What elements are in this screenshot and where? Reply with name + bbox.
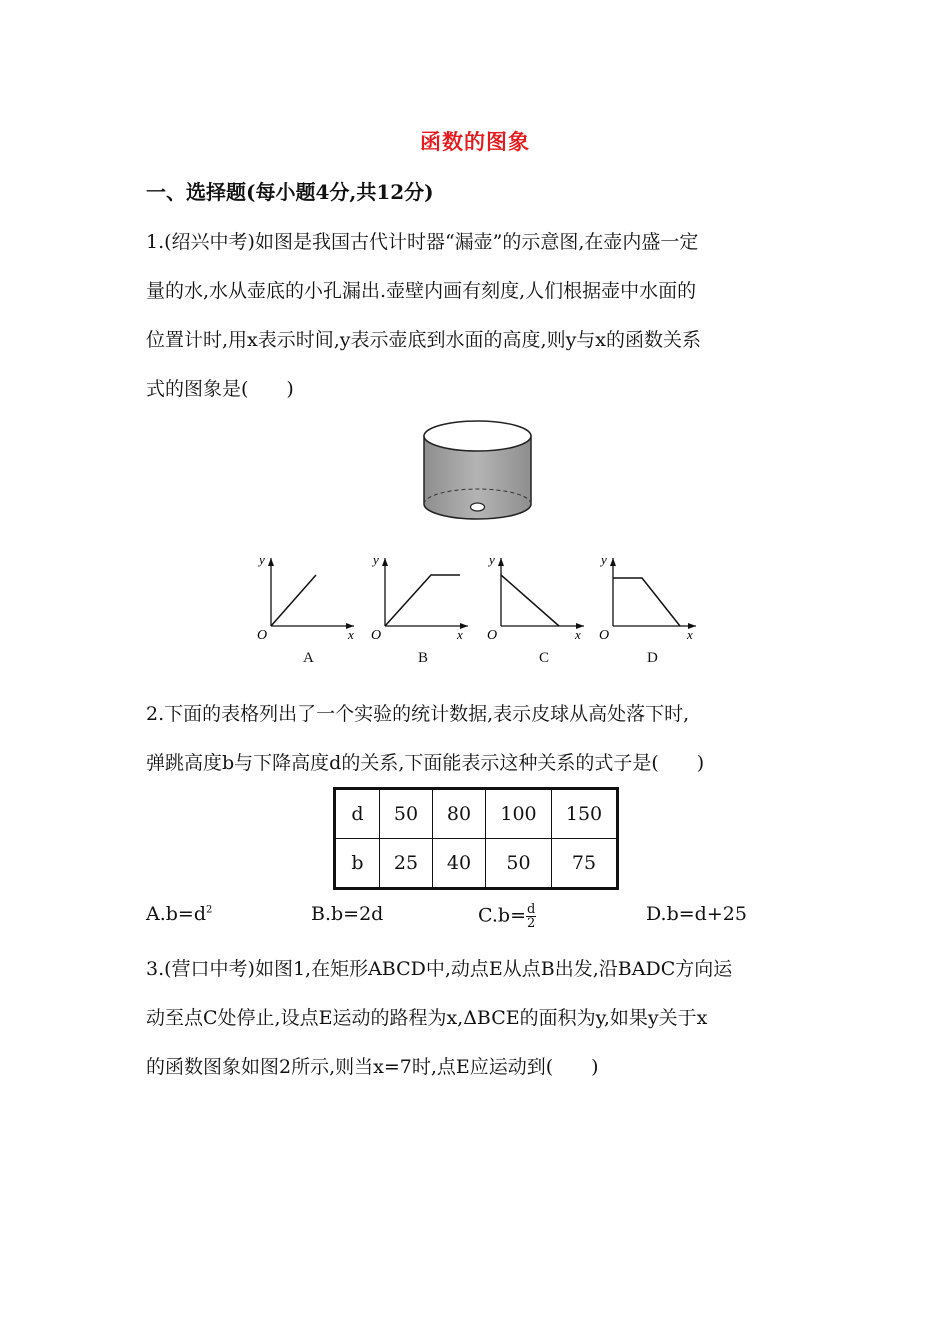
table-cell: b: [335, 839, 380, 889]
graph-d-label: D: [647, 650, 658, 666]
option-b: B.b=2d: [311, 903, 384, 925]
table-cell: 40: [433, 839, 486, 889]
graph-line: [501, 575, 559, 626]
origin-label: O: [257, 628, 268, 643]
fraction-numerator: d: [526, 902, 536, 917]
question-3-line: 动至点C处停止,设点E运动的路程为x,ΔBCE的面积为y,如果y关于x: [146, 1007, 708, 1029]
hole-icon: [471, 503, 485, 511]
table-cell: 80: [433, 789, 486, 839]
table-cell: 50: [486, 839, 552, 889]
table-cell: 100: [486, 789, 552, 839]
option-a-exponent: 2: [206, 904, 213, 916]
origin-label: O: [371, 628, 382, 643]
option-a: [146, 903, 212, 925]
option-c: [478, 903, 536, 930]
origin-label: O: [599, 628, 610, 643]
option-c-text: C.b=: [478, 904, 526, 927]
question-1-line: 量的水,水从壶底的小孔漏出.壶壁内画有刻度,人们根据壶中水面的: [146, 280, 697, 302]
axis-label-x: x: [348, 627, 354, 642]
axis-label-y: y: [601, 552, 607, 567]
graph-line: [385, 575, 460, 626]
axis-label-y: y: [259, 552, 265, 567]
question-3-text: [146, 945, 811, 1092]
table-row: [335, 789, 618, 839]
axis-label-y: y: [373, 552, 379, 567]
data-table: [333, 787, 619, 890]
question-1-text: [146, 218, 811, 414]
table-cell: 50: [380, 789, 433, 839]
table-cell: d: [335, 789, 380, 839]
axis-label-x: x: [457, 627, 463, 642]
option-a-text: A.b=d: [146, 903, 207, 925]
axis-label-x: x: [687, 627, 693, 642]
question-2-text: [146, 690, 811, 788]
question-1-line: 式的图象是( ): [146, 378, 294, 400]
section-heading: 一、选择题(每小题4分,共12分): [146, 180, 434, 204]
question-2-line: 2.下面的表格列出了一个实验的统计数据,表示皮球从高处落下时,: [146, 703, 690, 725]
axis-label-y: y: [489, 552, 495, 567]
axis-label-x: x: [575, 627, 581, 642]
question-1-line: 1.(绍兴中考)如图是我国古代计时器“漏壶”的示意图,在壶内盛一定: [146, 231, 699, 253]
table-cell: 75: [552, 839, 618, 889]
table-cell: 150: [552, 789, 618, 839]
table-cell: 25: [380, 839, 433, 889]
graph-line: [613, 578, 680, 626]
question-3-line: 的函数图象如图2所示,则当x=7时,点E应运动到( ): [146, 1056, 599, 1078]
fraction-denominator: 2: [527, 916, 536, 931]
graph-b-label: B: [418, 650, 429, 666]
page-title: 函数的图象: [420, 129, 530, 154]
graph-a-label: A: [303, 650, 314, 666]
option-c-fraction: [526, 903, 536, 930]
origin-label: O: [487, 628, 498, 643]
question-2-line: 弹跳高度b与下降高度d的关系,下面能表示这种关系的式子是( ): [146, 752, 705, 774]
table-row: [335, 839, 618, 889]
question-1-line: 位置计时,用x表示时间,y表示壶底到水面的高度,则y与x的函数关系: [146, 329, 702, 351]
graph-c-label: C: [539, 650, 550, 666]
water-clock-figure: [420, 416, 535, 524]
question-3-line: 3.(营口中考)如图1,在矩形ABCD中,动点E从点B出发,沿BADC方向运: [146, 958, 733, 980]
option-d: D.b=d+25: [646, 903, 747, 925]
graph-line: [271, 575, 316, 626]
